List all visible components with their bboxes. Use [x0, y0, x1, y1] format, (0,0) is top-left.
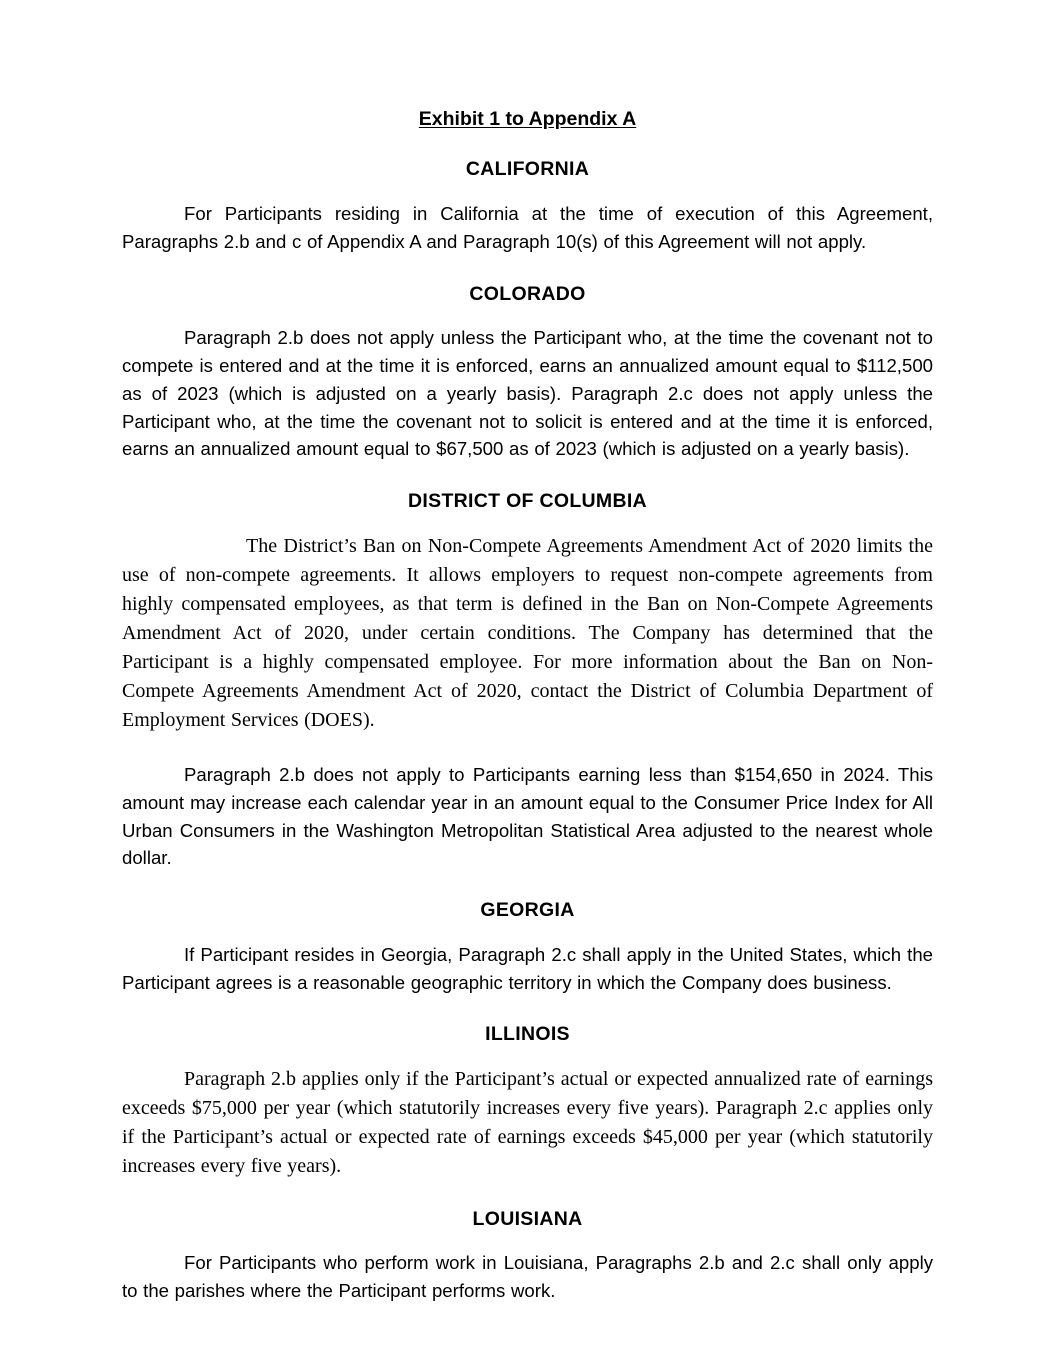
page-title: [122, 108, 933, 131]
paragraph-california-1: For Participants residing in California at the time of execution of this Agreement, Paragraphs 2.b and c of Appendix A and Paragraph 10(s) of this Agreement will not apply.: [122, 202, 933, 252]
page-title-text: Exhibit 1 to Appendix A: [418, 108, 637, 130]
paragraph-colorado-1: Paragraph 2.b does not apply unless the Participant who, at the time the covenant not to compete is entered and at the time it is enforced, earns an annualized amount equal to $112,500 as of 2023 (which is adjusted on a yearly basis). Paragraph 2.c does not apply unless the Participant who, at the time the covenant not to solicit is entered and at the time it is enforced, earns an annualized amount equal to $67,500 as of 2023 (which is adjusted on a yearly basis).: [122, 326, 933, 460]
paragraph-louisiana-1: For Participants who perform work in Louisiana, Paragraphs 2.b and 2.c shall only apply to the parishes where the Participant performs work.: [122, 1252, 933, 1302]
section-heading-district-of-columbia: DISTRICT OF COLUMBIA: [408, 490, 647, 513]
section-heading-california: CALIFORNIA: [465, 158, 590, 181]
section-heading-colorado: COLORADO: [469, 282, 586, 305]
paragraph-georgia-1: If Participant resides in Georgia, Paragraph 2.c shall apply in the United States, which the Participant agrees is a reasonable geographic territory in which the Company does business.: [122, 943, 933, 993]
section-heading-louisiana: LOUISIANA: [472, 1207, 583, 1230]
paragraph-dc-2: Paragraph 2.b does not apply to Participants earning less than $154,650 in 2024. This amount may increase each calendar year in an amount equal to the Consumer Price Index for All Urban Consumers in the Washington Metropolitan Statistical Area adjusted to the nearest whole dollar.: [122, 763, 933, 869]
section-heading-georgia: GEORGIA: [480, 899, 575, 922]
paragraph-illinois-1: Paragraph 2.b applies only if the Participant’s actual or expected annualized rate of earnings exceeds $75,000 per year (which statutorily increases every five years). Paragraph 2.c applies only if the Participant’s actual or expected rate of earnings exceeds $45,000 per year (which statutorily increases every five years).: [122, 1067, 933, 1177]
paragraph-dc-1: The District’s Ban on Non-Compete Agreements Amendment Act of 2020 limits the use of non-compete agreements. It allows employers to request non-compete agreements from highly compensated employees, as that term is defined in the Ban on Non-Compete Agreements Amendment Act of 2020, under certain conditions. The Company has determined that the Participant is a highly compensated employee. For more information about the Ban on Non-Compete Agreements Amendment Act of 2020, contact the District of Columbia Department of Employment Services (DOES).: [122, 534, 933, 731]
section-heading-illinois: ILLINOIS: [485, 1023, 570, 1046]
